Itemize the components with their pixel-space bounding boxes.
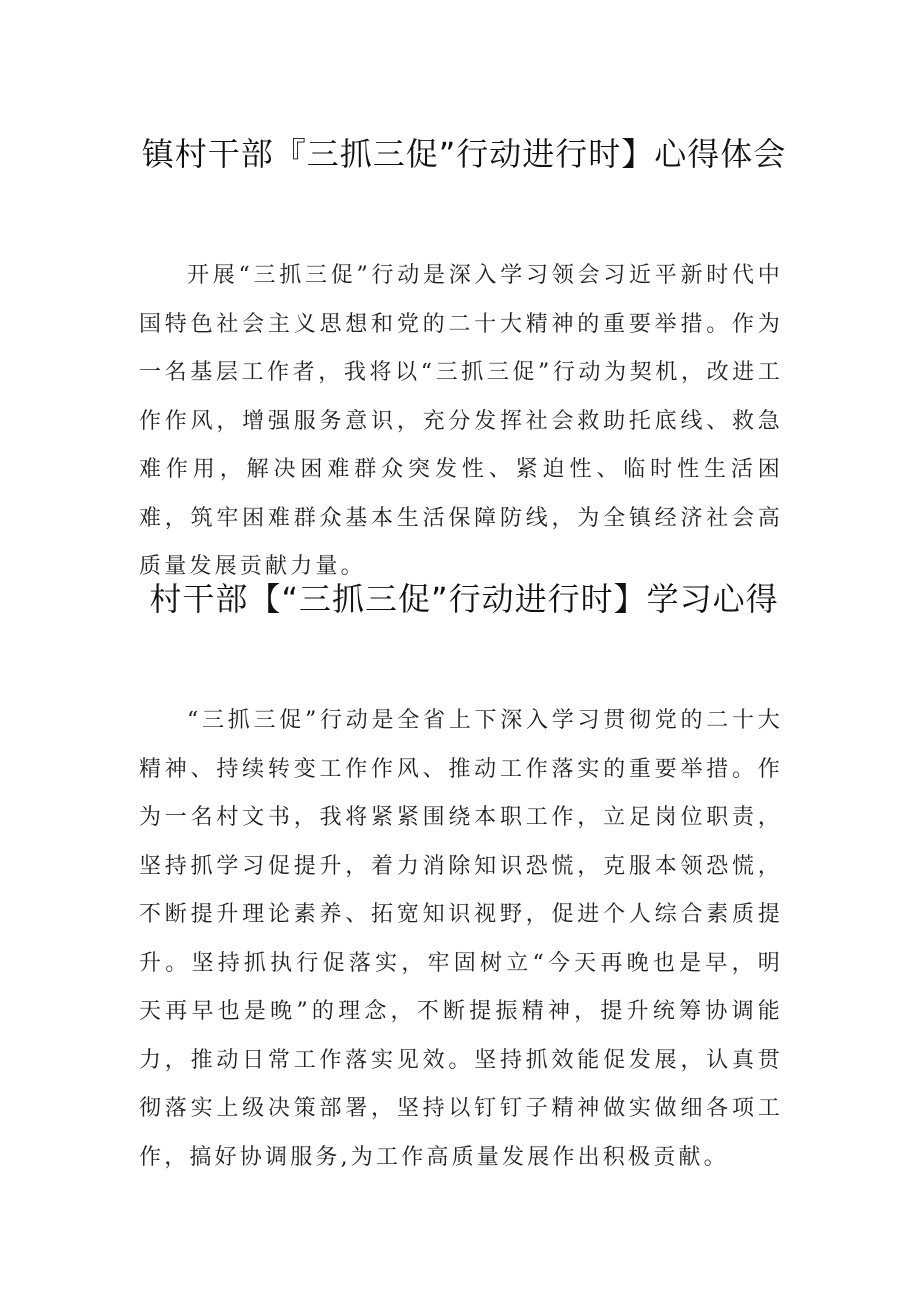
section-1-title: 镇村干部『三抓三促”行动进行时】心得体会	[141, 135, 787, 173]
section-1-paragraph: 开展“三抓三促”行动是深入学习领会习近平新时代中国特色社会主义思想和党的二十大精神的重要举措。作为一名基层工作者，我将以“三抓三促”行动为契机，改进工作作风，增强服务意识，充分发挥社会救助托底线、救急难作用，解决困难群众突发性、紧迫性、临时性生活困难，筑牢困难群众基本生活保障防线，为全镇经济社会高质量发展贡献力量。	[139, 263, 783, 579]
section-2-paragraph: “三抓三促”行动是全省上下深入学习贯彻党的二十大精神、持续转变工作作风、推动工作落实的重要举措。作为一名村文书，我将紧紧围绕本职工作，立足岗位职责，坚持抓学习促提升，着力消除知识恐慌，克服本领恐慌，不断提升理论素养、拓宽知识视野，促进个人综合素质提升。坚持抓执行促落实，牢固树立“今天再晚也是早，明天再早也是晚”的理念，不断提振精神，提升统筹协调能力，推动日常工作落实见效。坚持抓效能促发展，认真贯彻落实上级决策部署，坚持以钉钉子精神做实做细各项工作，搞好协调服务,为工作高质量发展作出积极贡献。	[139, 708, 783, 1170]
section-2-title: 村干部【“三抓三促”行动进行时】学习心得	[149, 580, 779, 618]
